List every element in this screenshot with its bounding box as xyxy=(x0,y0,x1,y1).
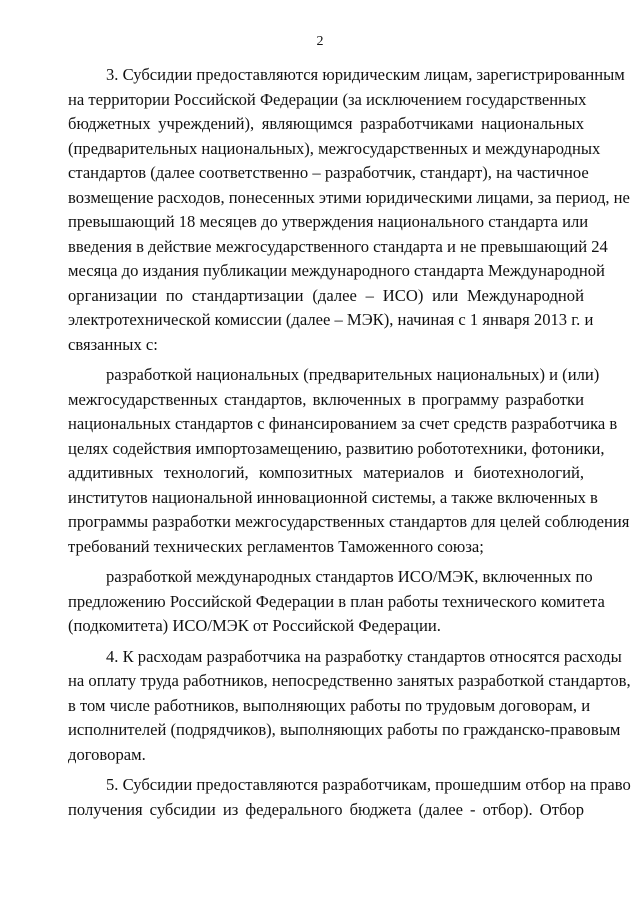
text-line: связанных с: xyxy=(68,334,158,354)
paragraph-3 xyxy=(68,63,630,357)
text-line: 4. К расходам разработчика на разработку стандартов относятся расходы xyxy=(106,646,622,666)
text-line: программы разработки межгосударственных стандартов для целей соблюдения xyxy=(68,512,630,531)
text-line: на территории Российской Федерации (за исключением государственных xyxy=(68,89,587,109)
text-line: электротехнической комиссии (далее – МЭК), начиная с 1 января 2013 г. и xyxy=(68,310,594,329)
text-line: на оплату труда работников, непосредственно занятых разработкой стандартов, xyxy=(68,671,631,690)
text-line: исполнителей (подрядчиков), выполняющих работы по гражданско-правовым xyxy=(68,720,621,739)
document-body xyxy=(68,63,631,822)
text-line: организации по стандартизации (далее – ИСО) или Международной xyxy=(68,285,584,305)
text-line: возмещение расходов, понесенных этими юридическими лицами, за период, не xyxy=(68,187,630,207)
paragraph-4 xyxy=(68,645,631,768)
text-line: аддитивных технологий, композитных материалов и биотехнологий, xyxy=(68,463,584,482)
text-line: месяца до издания публикации международного стандарта Международной xyxy=(68,261,605,280)
text-line: превышающий 18 месяцев до утверждения национального стандарта или xyxy=(68,212,589,231)
text-line: 3. Субсидии предоставляются юридическим лицам, зарегистрированным xyxy=(106,65,625,84)
text-line: требований технических регламентов Таможенного союза; xyxy=(68,536,484,556)
text-line: введения в действие межгосударственного стандарта и не превышающий 24 xyxy=(68,236,608,256)
text-line: стандартов (далее соответственно – разработчик, стандарт), на частичное xyxy=(68,163,589,182)
text-line: (подкомитета) ИСО/МЭК от Российской Федерации. xyxy=(68,616,441,635)
text-line: национальных стандартов с финансированием за счет средств разработчика в xyxy=(68,414,618,433)
text-line: межгосударственных стандартов, включенных в программу разработки xyxy=(68,389,584,409)
paragraph-national-standards xyxy=(68,363,630,559)
text-line: в том числе работников, выполняющих работы по трудовым договорам, и xyxy=(68,695,591,715)
text-line: разработкой международных стандартов ИСО/МЭК, включенных по xyxy=(106,567,593,586)
text-line: разработкой национальных (предварительных национальных) и (или) xyxy=(106,365,600,384)
page-number: 2 xyxy=(316,34,324,49)
paragraph-international-standards xyxy=(68,565,605,639)
text-line: институтов национальной инновационной системы, а также включенных в xyxy=(68,487,598,507)
text-line: (предварительных национальных), межгосударственных и международных xyxy=(68,138,601,158)
text-line: договорам. xyxy=(68,744,146,764)
text-line: целях содействия импортозамещению, развитию робототехники, фотоники, xyxy=(68,438,605,458)
text-line: предложению Российской Федерации в план работы технического комитета xyxy=(68,591,605,611)
paragraph-5 xyxy=(68,773,631,822)
text-line: 5. Субсидии предоставляются разработчикам, прошедшим отбор на право xyxy=(106,775,631,794)
text-line: бюджетных учреждений), являющимся разработчиками национальных xyxy=(68,114,584,133)
text-line: получения субсидии из федерального бюджета (далее - отбор). Отбор xyxy=(68,799,584,819)
